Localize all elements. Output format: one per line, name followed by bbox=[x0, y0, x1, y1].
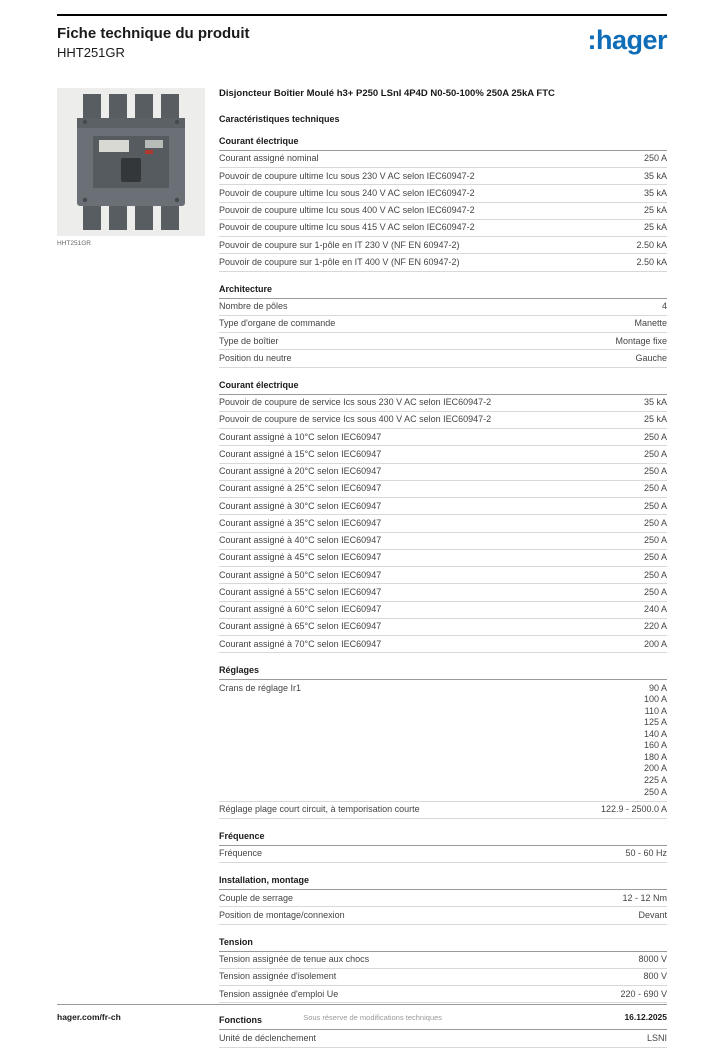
spec-value: 220 A bbox=[643, 621, 667, 632]
spec-row bbox=[219, 584, 667, 601]
spec-value: Gauche bbox=[635, 352, 667, 363]
spec-sections bbox=[219, 136, 667, 1048]
spec-label: Courant assigné à 35°C selon IEC60947 bbox=[219, 517, 382, 528]
spec-value-line: 250 A bbox=[643, 786, 667, 797]
spec-row bbox=[219, 395, 667, 412]
spec-value: 25 kA bbox=[643, 414, 667, 425]
spec-row bbox=[219, 237, 667, 254]
spec-value: 250 A bbox=[643, 431, 667, 442]
spec-row bbox=[219, 168, 667, 185]
spec-row bbox=[219, 498, 667, 515]
spec-label: Pouvoir de coupure sur 1-pôle en IT 230 V (NF EN 60947-2) bbox=[219, 239, 460, 250]
spec-label: Courant assigné à 60°C selon IEC60947 bbox=[219, 604, 382, 615]
spec-label: Courant assigné à 30°C selon IEC60947 bbox=[219, 500, 382, 511]
spec-label: Courant assigné à 50°C selon IEC60947 bbox=[219, 569, 382, 580]
spec-label: Tension assignée d'isolement bbox=[219, 971, 337, 982]
spec-value: 200 A bbox=[643, 638, 667, 649]
spec-row bbox=[219, 220, 667, 237]
spec-label: Pouvoir de coupure ultime Icu sous 230 V AC selon IEC60947-2 bbox=[219, 170, 475, 181]
spec-section bbox=[219, 937, 667, 1004]
spec-value-line: 140 A bbox=[643, 728, 667, 739]
spec-label: Crans de réglage Ir1 bbox=[219, 682, 302, 693]
spec-row bbox=[219, 515, 667, 532]
spec-value: 250 A bbox=[643, 552, 667, 563]
spec-label: Courant assigné à 55°C selon IEC60947 bbox=[219, 586, 382, 597]
spec-value-line: 110 A bbox=[644, 705, 667, 716]
spec-value: 12 - 12 Nm bbox=[622, 892, 667, 903]
product-description: Disjoncteur Boîtier Moulé h3+ P250 LSnI 4P4D N0-50-100% 250A 25kA FTC bbox=[219, 88, 555, 99]
spec-label: Type de boîtier bbox=[219, 335, 279, 346]
spec-section bbox=[219, 136, 667, 272]
spec-label: Nombre de pôles bbox=[219, 301, 288, 312]
spec-row bbox=[219, 567, 667, 584]
spec-label: Courant assigné à 15°C selon IEC60947 bbox=[219, 448, 382, 459]
product-column bbox=[57, 88, 205, 1048]
spec-label: Pouvoir de coupure ultime Icu sous 240 V AC selon IEC60947-2 bbox=[219, 187, 475, 198]
spec-value: Devant bbox=[638, 909, 667, 920]
spec-row bbox=[219, 429, 667, 446]
spec-value: 25 kA bbox=[643, 205, 667, 216]
spec-value: 250 A bbox=[643, 569, 667, 580]
section-heading: Fonctions bbox=[219, 1015, 667, 1030]
footer-website: hager.com/fr-ch bbox=[57, 1012, 121, 1022]
spec-value: 250 A bbox=[643, 517, 667, 528]
spec-value: 8000 V bbox=[638, 954, 667, 965]
spec-value-line: 200 A bbox=[643, 763, 667, 774]
spec-value: 35 kA bbox=[643, 187, 667, 198]
spec-value: 2.50 kA bbox=[636, 256, 667, 267]
spec-value: 50 - 60 Hz bbox=[625, 848, 667, 859]
spec-value: 800 V bbox=[643, 971, 667, 982]
spec-row bbox=[219, 986, 667, 1003]
spec-label: Couple de serrage bbox=[219, 892, 294, 903]
spec-label: Courant assigné à 25°C selon IEC60947 bbox=[219, 483, 382, 494]
spec-row bbox=[219, 619, 667, 636]
spec-label: Fréquence bbox=[219, 848, 263, 859]
spec-label: Courant assigné à 45°C selon IEC60947 bbox=[219, 552, 382, 563]
spec-row bbox=[219, 446, 667, 463]
hager-logo: :hager bbox=[587, 25, 667, 55]
spec-row bbox=[219, 316, 667, 333]
section-heading: Tension bbox=[219, 937, 667, 952]
spec-value-line: 90 A bbox=[648, 682, 667, 693]
spec-section bbox=[219, 875, 667, 925]
spec-row bbox=[219, 907, 667, 924]
spec-value: 250 A bbox=[643, 153, 667, 164]
spec-section bbox=[219, 284, 667, 368]
spec-row bbox=[219, 464, 667, 481]
spec-value: 25 kA bbox=[643, 222, 667, 233]
spec-row bbox=[219, 151, 667, 168]
spec-row bbox=[219, 846, 667, 863]
footer-disclaimer: Sous réserve de modifications techniques bbox=[303, 1013, 443, 1022]
spec-content bbox=[219, 88, 667, 1048]
spec-row bbox=[219, 550, 667, 567]
spec-row bbox=[219, 333, 667, 350]
spec-label: Pouvoir de coupure ultime Icu sous 400 V AC selon IEC60947-2 bbox=[219, 205, 475, 216]
spec-row bbox=[219, 350, 667, 367]
section-heading: Architecture bbox=[219, 284, 667, 299]
spec-value: 250 A bbox=[643, 535, 667, 546]
spec-label: Unité de déclenchement bbox=[219, 1032, 317, 1043]
characteristics-heading: Caractéristiques techniques bbox=[219, 113, 340, 124]
spec-row bbox=[219, 299, 667, 316]
spec-row bbox=[219, 481, 667, 498]
spec-value-line: 225 A bbox=[643, 775, 667, 785]
spec-value: Montage fixe bbox=[615, 335, 667, 346]
spec-value: 250 A bbox=[643, 466, 667, 477]
spec-value: 4 bbox=[661, 301, 667, 312]
spec-value-line: 160 A bbox=[643, 740, 667, 751]
spec-label: Courant assigné à 40°C selon IEC60947 bbox=[219, 535, 382, 546]
spec-value: 35 kA bbox=[643, 397, 667, 408]
spec-label: Courant assigné à 65°C selon IEC60947 bbox=[219, 621, 382, 632]
spec-label: Tension assignée d'emploi Ue bbox=[219, 988, 339, 999]
spec-row bbox=[219, 802, 667, 819]
spec-value: 250 A bbox=[643, 483, 667, 494]
product-reference: HHT251GR bbox=[57, 45, 125, 60]
spec-value: LSNI bbox=[646, 1032, 667, 1043]
spec-label: Courant assigné à 20°C selon IEC60947 bbox=[219, 466, 382, 477]
spec-label: Type d'organe de commande bbox=[219, 318, 336, 329]
footer-date: 16.12.2025 bbox=[624, 1012, 667, 1022]
section-heading: Installation, montage bbox=[219, 875, 667, 890]
spec-label: Tension assignée de tenue aux chocs bbox=[219, 954, 370, 965]
spec-value: 240 A bbox=[643, 604, 667, 615]
spec-label: Courant assigné nominal bbox=[219, 153, 319, 164]
page-title: Fiche technique du produit bbox=[57, 25, 250, 42]
spec-value: 250 A bbox=[643, 448, 667, 459]
spec-label: Courant assigné à 70°C selon IEC60947 bbox=[219, 638, 382, 649]
spec-row bbox=[219, 533, 667, 550]
spec-row bbox=[219, 412, 667, 429]
section-heading: Courant électrique bbox=[219, 136, 667, 151]
spec-row bbox=[219, 636, 667, 653]
spec-value-line: 180 A bbox=[643, 751, 667, 762]
spec-label: Pouvoir de coupure de service Ics sous 230 V AC selon IEC60947-2 bbox=[219, 397, 492, 408]
section-heading: Courant électrique bbox=[219, 380, 667, 395]
spec-value: Manette bbox=[634, 318, 667, 329]
spec-row bbox=[219, 203, 667, 220]
spec-row bbox=[219, 952, 667, 969]
section-heading: Fréquence bbox=[219, 831, 667, 846]
spec-row bbox=[219, 1030, 667, 1047]
spec-value-line: 100 A bbox=[643, 694, 667, 705]
spec-value-line: 125 A bbox=[643, 717, 667, 728]
spec-label: Pouvoir de coupure sur 1-pôle en IT 400 V (NF EN 60947-2) bbox=[219, 256, 460, 267]
spec-label: Position du neutre bbox=[219, 352, 292, 363]
spec-section bbox=[219, 831, 667, 863]
spec-row bbox=[219, 602, 667, 619]
spec-label: Courant assigné à 10°C selon IEC60947 bbox=[219, 431, 382, 442]
spec-row bbox=[219, 969, 667, 986]
page-header bbox=[57, 14, 667, 60]
spec-value: 250 A bbox=[643, 500, 667, 511]
product-image bbox=[57, 88, 205, 236]
section-heading: Réglages bbox=[219, 665, 667, 680]
spec-row bbox=[219, 254, 667, 271]
spec-row bbox=[219, 680, 667, 801]
header-titles bbox=[57, 25, 250, 60]
main-content bbox=[57, 88, 667, 1048]
spec-row bbox=[219, 185, 667, 202]
spec-section bbox=[219, 380, 667, 654]
spec-label: Position de montage/connexion bbox=[219, 909, 345, 920]
spec-value: 2.50 kA bbox=[636, 239, 667, 250]
spec-row bbox=[219, 890, 667, 907]
product-image-caption: HHT251GR bbox=[57, 240, 91, 247]
spec-value: 250 A bbox=[643, 586, 667, 597]
spec-label: Pouvoir de coupure ultime Icu sous 415 V AC selon IEC60947-2 bbox=[219, 222, 475, 233]
spec-value: 122.9 - 2500.0 A bbox=[600, 804, 667, 815]
spec-value bbox=[644, 683, 667, 798]
page-footer bbox=[57, 1004, 667, 1022]
spec-value: 220 - 690 V bbox=[620, 988, 667, 999]
spec-label: Pouvoir de coupure de service Ics sous 400 V AC selon IEC60947-2 bbox=[219, 414, 492, 425]
spec-label: Réglage plage court circuit, à temporisation courte bbox=[219, 804, 420, 815]
spec-value: 35 kA bbox=[643, 170, 667, 181]
spec-section bbox=[219, 665, 667, 818]
